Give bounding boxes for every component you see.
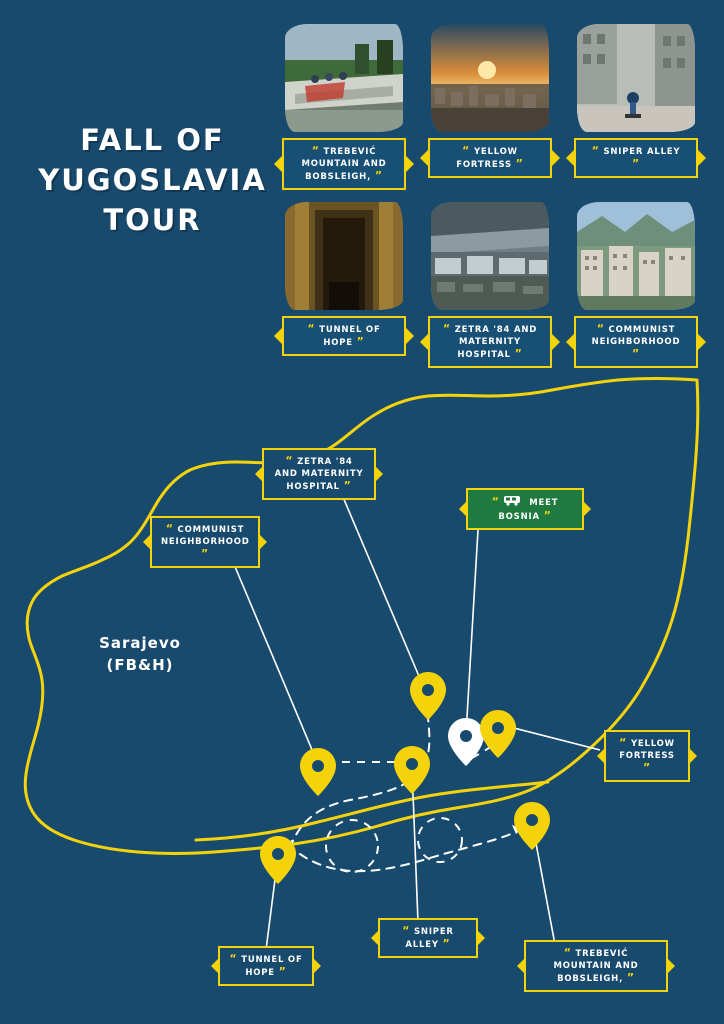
photo-card-label-text: COMMUNIST NEIGHBORHOOD	[591, 325, 681, 347]
map-callout-label: ZETRA '84 AND MATERNITY HOSPITAL	[274, 457, 364, 492]
photo-card-label-text: YELLOW FORTRESS	[456, 147, 518, 170]
map-callout-label: TREBEVIĆ MOUNTAIN AND BOBSLEIGH,	[553, 949, 639, 984]
map-callout-tunnel[interactable]	[218, 946, 314, 986]
photo-card-label	[282, 138, 406, 190]
quote-left-icon: “	[285, 454, 294, 467]
pin-zetra	[410, 672, 446, 720]
quote-right-icon: ”	[543, 509, 552, 522]
map-callout-yellow-fortress[interactable]	[604, 730, 690, 782]
quote-left-icon: “	[165, 522, 174, 535]
leader-line-yellow-fortress	[506, 726, 600, 750]
quote-right-icon: ”	[514, 347, 523, 360]
map-callout-communist[interactable]	[150, 516, 260, 568]
photo-card-label	[428, 316, 552, 368]
sniper-alley-photo	[577, 24, 695, 132]
page-title	[30, 120, 275, 240]
map-callout-label: COMMUNIST NEIGHBORHOOD	[161, 525, 250, 547]
zetra-84-photo	[431, 202, 549, 310]
quote-left-icon: “	[462, 144, 471, 157]
pin-meet-bosnia	[448, 718, 484, 766]
photo-grid	[282, 24, 702, 364]
map-callout-zetra[interactable]	[262, 448, 376, 500]
quote-left-icon: “	[619, 736, 628, 749]
title-line-3: TOUR	[103, 203, 202, 237]
photo-card-label-text: TUNNEL OF HOPE	[319, 325, 381, 348]
map-callout-sniper[interactable]	[378, 918, 478, 958]
photo-card-trebevic[interactable]	[282, 24, 406, 190]
photo-card-label-text: TREBEVIĆ MOUNTAIN AND BOBSLEIGH,	[301, 147, 387, 182]
quote-right-icon: ”	[626, 971, 635, 984]
quote-right-icon: ”	[515, 157, 524, 170]
quote-left-icon: “	[442, 322, 451, 335]
photo-card-label-text: SNIPER ALLEY	[603, 147, 681, 157]
quote-left-icon: “	[311, 144, 320, 157]
quote-right-icon: ”	[631, 157, 641, 170]
quote-left-icon: “	[596, 322, 605, 335]
photo-card-sniper-alley[interactable]	[574, 24, 698, 178]
route-loop-left	[326, 820, 378, 872]
photo-card-label-text: ZETRA '84 AND MATERNITY HOSPITAL	[454, 325, 538, 360]
photo-card-tunnel[interactable]	[282, 202, 406, 356]
leader-line-zetra	[340, 490, 424, 688]
quote-left-icon: “	[307, 322, 316, 335]
photo-card-communist[interactable]	[574, 202, 698, 368]
photo-card-label	[574, 138, 698, 178]
quote-right-icon: ”	[343, 479, 352, 492]
quote-right-icon: ”	[642, 761, 652, 774]
route-loop-right	[418, 818, 462, 862]
quote-left-icon: “	[402, 924, 411, 937]
quote-right-icon: ”	[356, 335, 365, 348]
quote-left-icon: “	[563, 946, 572, 959]
photo-card-label	[428, 138, 552, 178]
region-label-line-2: (FB&H)	[106, 656, 174, 674]
quote-right-icon: ”	[278, 965, 287, 978]
map-callout-label: SNIPER ALLEY	[405, 927, 454, 950]
pin-sniper	[394, 746, 430, 794]
quote-left-icon: “	[229, 952, 238, 965]
quote-right-icon: ”	[442, 937, 451, 950]
leader-line-communist	[228, 550, 318, 764]
yellow-fortress-sunset-photo	[431, 24, 549, 132]
map-callout-label: YELLOW FORTRESS	[619, 739, 675, 761]
trebevic-bobsleigh-photo	[285, 24, 403, 132]
map-callout-meet-bosnia[interactable]	[466, 488, 584, 530]
leader-line-meet-bosnia	[466, 530, 478, 734]
bus-icon	[503, 495, 521, 510]
title-line-1: FALL OF	[80, 123, 225, 157]
title-line-2: YUGOSLAVIA	[38, 163, 267, 197]
region-label	[60, 632, 220, 676]
map-callout-label: MEET BOSNIA	[498, 498, 559, 522]
quote-left-icon: “	[491, 495, 500, 508]
pin-communist	[300, 748, 336, 796]
photo-card-zetra[interactable]	[428, 202, 552, 368]
region-label-line-1: Sarajevo	[99, 634, 181, 652]
map-callout-label: TUNNEL OF HOPE	[241, 955, 303, 978]
map-area	[0, 370, 724, 1024]
photo-card-label	[282, 316, 406, 356]
communist-neighborhood-photo	[577, 202, 695, 310]
pin-tunnel	[260, 836, 296, 884]
map-ridge-line	[196, 782, 548, 840]
quote-right-icon: ”	[631, 347, 641, 360]
pin-trebevic	[514, 802, 550, 850]
photo-card-yellow-fortress[interactable]	[428, 24, 552, 178]
map-callout-trebevic[interactable]	[524, 940, 668, 992]
tunnel-of-hope-photo	[285, 202, 403, 310]
photo-card-label	[574, 316, 698, 368]
quote-right-icon: ”	[200, 547, 210, 560]
quote-right-icon: ”	[374, 169, 383, 182]
quote-left-icon: “	[591, 144, 600, 157]
